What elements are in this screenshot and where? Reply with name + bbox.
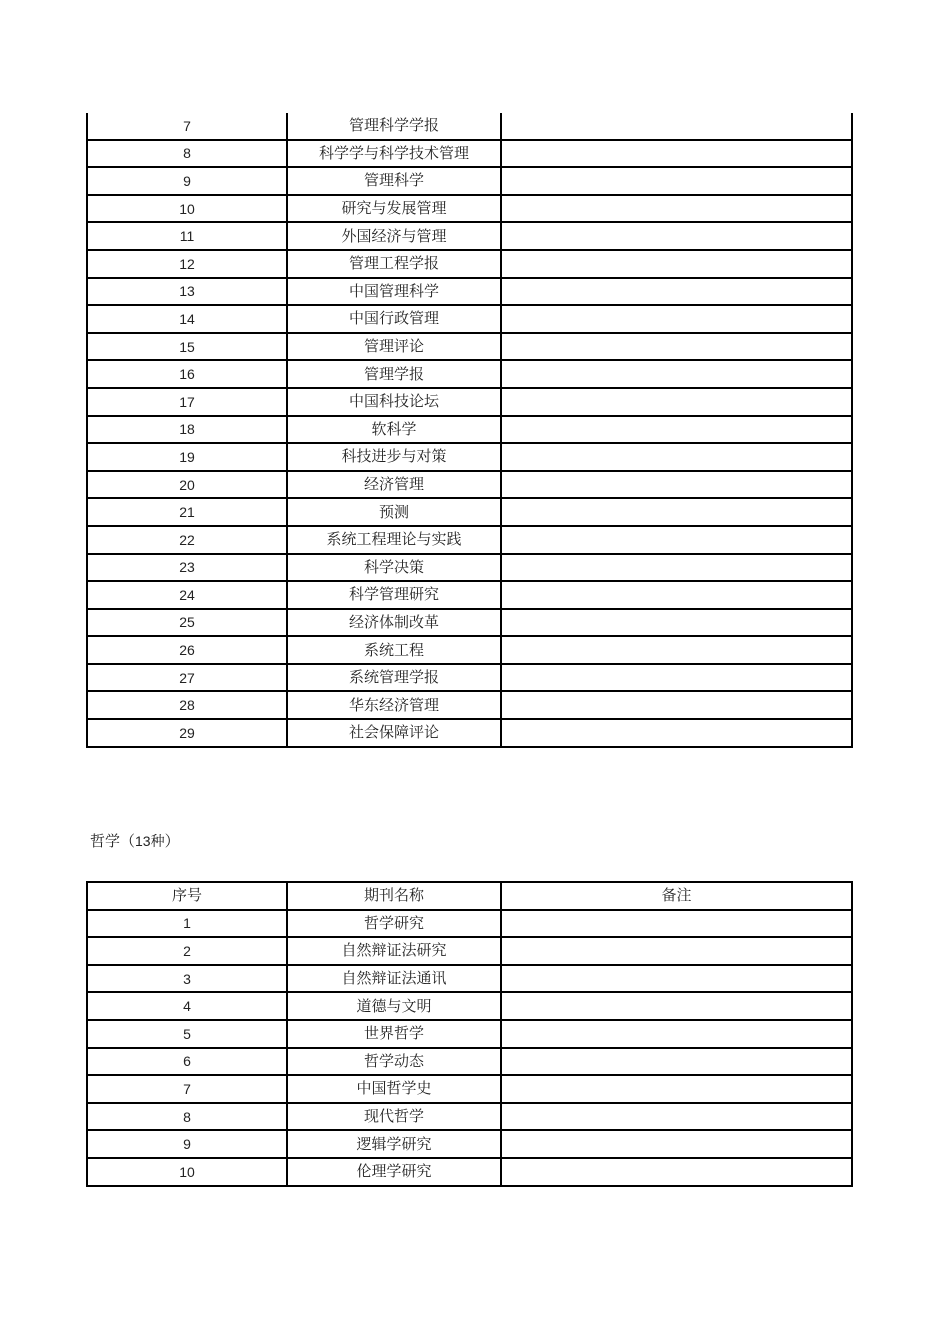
- table-row: [87, 1103, 852, 1131]
- journal-name-cell: 科学学与科学技术管理: [287, 140, 501, 168]
- serial-no-cell: 29: [87, 719, 287, 747]
- remarks-cell: [501, 498, 852, 526]
- remarks-cell: [501, 222, 852, 250]
- remarks-cell: [501, 636, 852, 664]
- serial-no-cell: 17: [87, 388, 287, 416]
- journal-name-cell: 系统工程理论与实践: [287, 526, 501, 554]
- remarks-cell: [501, 305, 852, 333]
- journal-name-cell: 自然辩证法研究: [287, 937, 501, 965]
- remarks-cell: [501, 554, 852, 582]
- serial-no-cell: 11: [87, 222, 287, 250]
- table-row: [87, 581, 852, 609]
- journal-name-cell: 研究与发展管理: [287, 195, 501, 223]
- serial-no-cell: 24: [87, 581, 287, 609]
- journal-name-cell: 管理科学学报: [287, 113, 501, 140]
- remarks-cell: [501, 1048, 852, 1076]
- remarks-cell: [501, 250, 852, 278]
- serial-no-cell: 21: [87, 498, 287, 526]
- serial-no-cell: 26: [87, 636, 287, 664]
- table-row: [87, 278, 852, 306]
- serial-no-cell: 5: [87, 1020, 287, 1048]
- table-row: [87, 388, 852, 416]
- serial-no-cell: 28: [87, 691, 287, 719]
- remarks-cell: [501, 965, 852, 993]
- serial-no-cell: 13: [87, 278, 287, 306]
- table-row: [87, 691, 852, 719]
- remarks-cell: [501, 471, 852, 499]
- journal-name-cell: 管理评论: [287, 333, 501, 361]
- journal-name-cell: 中国科技论坛: [287, 388, 501, 416]
- journal-name-cell: 经济体制改革: [287, 609, 501, 637]
- journal-name-cell: 预测: [287, 498, 501, 526]
- journal-name-cell: 伦理学研究: [287, 1158, 501, 1186]
- header-serial-no: 序号: [87, 882, 287, 910]
- serial-no-cell: 10: [87, 1158, 287, 1186]
- journal-name-cell: 中国行政管理: [287, 305, 501, 333]
- serial-no-cell: 14: [87, 305, 287, 333]
- journal-name-cell: 管理学报: [287, 360, 501, 388]
- remarks-cell: [501, 333, 852, 361]
- journal-name-cell: 华东经济管理: [287, 691, 501, 719]
- table-row: [87, 167, 852, 195]
- remarks-cell: [501, 443, 852, 471]
- table-row: [87, 526, 852, 554]
- serial-no-cell: 10: [87, 195, 287, 223]
- serial-no-cell: 7: [87, 113, 287, 140]
- table-row: [87, 195, 852, 223]
- serial-no-cell: 6: [87, 1048, 287, 1076]
- serial-no-cell: 15: [87, 333, 287, 361]
- table-row: [87, 305, 852, 333]
- remarks-cell: [501, 581, 852, 609]
- remarks-cell: [501, 1158, 852, 1186]
- journal-table-management: [86, 113, 853, 748]
- serial-no-cell: 8: [87, 1103, 287, 1131]
- remarks-cell: [501, 278, 852, 306]
- table-row: [87, 140, 852, 168]
- remarks-cell: [501, 992, 852, 1020]
- journal-name-cell: 世界哲学: [287, 1020, 501, 1048]
- table-row: [87, 360, 852, 388]
- table-row: [87, 937, 852, 965]
- serial-no-cell: 12: [87, 250, 287, 278]
- table-row: [87, 664, 852, 692]
- remarks-cell: [501, 664, 852, 692]
- journal-name-cell: 外国经济与管理: [287, 222, 501, 250]
- journal-name-cell: 经济管理: [287, 471, 501, 499]
- serial-no-cell: 23: [87, 554, 287, 582]
- serial-no-cell: 8: [87, 140, 287, 168]
- journal-name-cell: 社会保障评论: [287, 719, 501, 747]
- remarks-cell: [501, 937, 852, 965]
- serial-no-cell: 20: [87, 471, 287, 499]
- journal-name-cell: 系统管理学报: [287, 664, 501, 692]
- remarks-cell: [501, 1103, 852, 1131]
- journal-name-cell: 科技进步与对策: [287, 443, 501, 471]
- serial-no-cell: 4: [87, 992, 287, 1020]
- journal-name-cell: 道德与文明: [287, 992, 501, 1020]
- remarks-cell: [501, 1130, 852, 1158]
- remarks-cell: [501, 140, 852, 168]
- journal-name-cell: 自然辩证法通讯: [287, 965, 501, 993]
- remarks-cell: [501, 388, 852, 416]
- table-row: [87, 1020, 852, 1048]
- table-row: [87, 1158, 852, 1186]
- remarks-cell: [501, 691, 852, 719]
- header-remarks: 备注: [501, 882, 852, 910]
- table-row: [87, 222, 852, 250]
- table-row: [87, 609, 852, 637]
- table-row: [87, 992, 852, 1020]
- section-title-philosophy: [90, 830, 180, 851]
- journal-name-cell: 中国哲学史: [287, 1075, 501, 1103]
- serial-no-cell: 16: [87, 360, 287, 388]
- journal-name-cell: 系统工程: [287, 636, 501, 664]
- journal-name-cell: 中国管理科学: [287, 278, 501, 306]
- table-row: [87, 113, 852, 140]
- section-title-suffix: ）: [164, 832, 180, 850]
- journal-name-cell: 管理工程学报: [287, 250, 501, 278]
- table-body: [87, 113, 852, 747]
- serial-no-cell: 27: [87, 664, 287, 692]
- serial-no-cell: 9: [87, 167, 287, 195]
- remarks-cell: [501, 526, 852, 554]
- remarks-cell: [501, 609, 852, 637]
- remarks-cell: [501, 113, 852, 140]
- journal-name-cell: 软科学: [287, 416, 501, 444]
- journal-name-cell: 哲学动态: [287, 1048, 501, 1076]
- table-row: [87, 1048, 852, 1076]
- table-row: [87, 636, 852, 664]
- journal-name-cell: 逻辑学研究: [287, 1130, 501, 1158]
- table-body: [87, 910, 852, 1186]
- remarks-cell: [501, 360, 852, 388]
- remarks-cell: [501, 167, 852, 195]
- header-journal-name: 期刊名称: [287, 882, 501, 910]
- table-row: [87, 910, 852, 938]
- journal-table-philosophy: [86, 881, 853, 1187]
- serial-no-cell: 19: [87, 443, 287, 471]
- serial-no-cell: 22: [87, 526, 287, 554]
- journal-name-cell: 科学管理研究: [287, 581, 501, 609]
- section-title-prefix: 哲学（: [90, 832, 136, 850]
- table-row: [87, 250, 852, 278]
- remarks-cell: [501, 416, 852, 444]
- journal-name-cell: 管理科学: [287, 167, 501, 195]
- table-row: [87, 471, 852, 499]
- remarks-cell: [501, 195, 852, 223]
- table-row: [87, 1130, 852, 1158]
- remarks-cell: [501, 1075, 852, 1103]
- remarks-cell: [501, 910, 852, 938]
- table-row: [87, 965, 852, 993]
- serial-no-cell: 2: [87, 937, 287, 965]
- serial-no-cell: 7: [87, 1075, 287, 1103]
- table-row: [87, 554, 852, 582]
- table-row: [87, 719, 852, 747]
- serial-no-cell: 1: [87, 910, 287, 938]
- table-row: [87, 443, 852, 471]
- section-title-count: 13种: [135, 833, 165, 849]
- serial-no-cell: 25: [87, 609, 287, 637]
- table-header-row: [87, 882, 852, 910]
- journal-name-cell: 现代哲学: [287, 1103, 501, 1131]
- table-row: [87, 498, 852, 526]
- journal-name-cell: 科学决策: [287, 554, 501, 582]
- serial-no-cell: 3: [87, 965, 287, 993]
- remarks-cell: [501, 1020, 852, 1048]
- table-row: [87, 333, 852, 361]
- remarks-cell: [501, 719, 852, 747]
- serial-no-cell: 18: [87, 416, 287, 444]
- serial-no-cell: 9: [87, 1130, 287, 1158]
- table-row: [87, 1075, 852, 1103]
- table-row: [87, 416, 852, 444]
- journal-name-cell: 哲学研究: [287, 910, 501, 938]
